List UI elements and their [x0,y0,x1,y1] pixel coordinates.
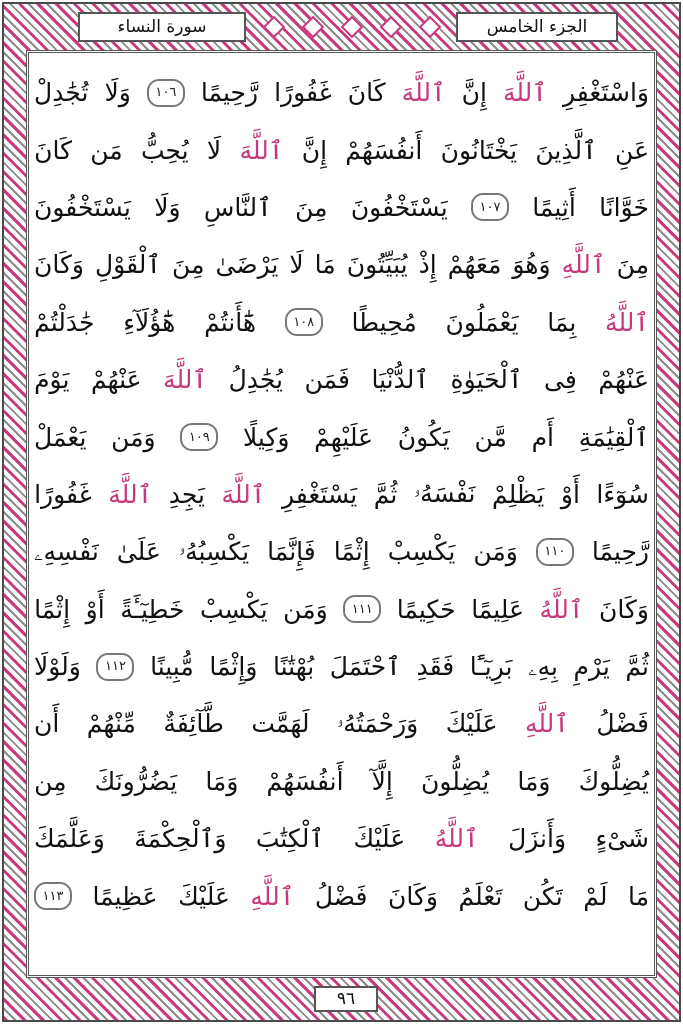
ayah-marker: ١١٣ [34,882,72,910]
word: إِثْمًا [34,594,71,624]
word: ثُمَّ [373,479,398,509]
word: لَمْ [583,881,608,911]
word: وَهُوَ [512,250,551,280]
word: يَجِدِ [168,479,205,509]
page-number: ٩٦ [314,986,378,1012]
word: يَسْتَغْفِرِ [281,479,358,509]
ayah-marker: ١١١ [343,595,381,623]
word: ٱلْحَيَوٰةِ [450,365,523,395]
text-line [34,294,649,351]
word: يَسْتَخْفُونَ [350,192,448,222]
word: يَسْتَخْفُونَ [34,192,131,222]
ayah-marker: ١٠٧ [471,193,509,221]
text-line [34,523,649,580]
word: كَانَ [34,135,72,165]
word: ٱللَّهَ [108,479,153,509]
word: ثُمَّ [625,652,649,682]
word: وَمَن [283,594,328,624]
text-line [34,810,649,867]
word: عَظِيمًا [92,881,158,911]
text-line [34,121,649,178]
word: مَا [314,250,336,280]
text-line [34,867,649,924]
word: يَكُونُ [397,422,450,452]
word: ٱللَّهِ [561,250,606,280]
word: أَوْ [85,594,105,624]
word: عَلَيْكَ [445,709,498,739]
word: ٱللَّهَ [401,78,446,108]
word: مَعَهُمْ [447,250,502,280]
word: يَعْمَلُونَ [445,307,519,337]
word: بِمَا [547,307,577,337]
ayah-marker: ١١٢ [96,653,134,681]
word: فَإِنَّمَا [267,537,316,567]
word: ٱللَّهِ [250,881,295,911]
word: أَوْ [560,479,580,509]
word: تَعْلَمُ [458,881,503,911]
word: وَلَا [104,78,131,108]
word: لَا [206,135,222,165]
word: يَكْسِبُهُۥ [178,536,250,566]
word: وَعَلَّمَكَ [34,824,105,854]
word: إِنَّ [301,135,328,165]
word: مِّنْهُمْ [86,709,136,739]
word: إِلَّآ [371,766,393,796]
word: يَظْلِمْ [491,479,545,509]
word: مُحِيطًا [351,307,417,337]
word: وَمَن [111,422,156,452]
word: ٱلْقِيَٰمَةِ [578,422,649,452]
text-line [34,236,649,293]
word: هَٰٓأَنتُمْ [204,307,257,337]
word: وَأَنزَلَ [508,824,567,854]
word: بُهْتَٰنًا [273,652,315,682]
word: ٱللَّهُ [539,594,584,624]
ayah-marker: ١٠٩ [180,423,218,451]
word: ٱلَّذِينَ [535,135,597,165]
word: يَوْمَ [34,365,70,395]
word: رَّحِيمًا [591,537,649,567]
word: مِنَ [295,192,328,222]
word: ٱحْتَمَلَ [329,652,401,682]
text-line [34,408,649,465]
word: عَلَيْهِمْ [314,422,374,452]
word: بِهِۦ [528,651,558,681]
word: مُّبِينًا [150,652,194,682]
word: ٱللَّهَ [503,78,547,108]
word: خَوَّانًا [599,192,649,222]
word: تَكُن [522,881,563,911]
word: أَنفُسَهُمْ [345,135,423,165]
word: وَمَا [517,766,551,796]
word: عَلَيْكَ [353,824,406,854]
word: وَكَانَ [599,594,649,624]
text-line [34,638,649,695]
word: ٱلدُّنْيَا [371,365,430,395]
word: بَرِيٓـًٔا [469,652,513,682]
word: وَكَانَ [387,881,438,911]
word: وَلَا [154,192,181,222]
word: عَنْهُمْ [598,365,649,395]
word: مِنَ [172,250,205,280]
word: مَّن [474,422,507,452]
word: وَٱلْحِكْمَةَ [134,824,227,854]
word: يَكْسِبْ [387,537,456,567]
word: فَضْلُ [596,709,649,739]
header-ornament [254,14,450,40]
text-line [34,581,649,638]
word: ٱللَّهَ [239,135,284,165]
word: كَانَ [347,78,386,108]
ayah-marker: ١٠٨ [285,308,323,336]
word: فِى [544,365,577,395]
text-line [34,179,649,236]
quran-text-block [34,64,649,925]
word: نَفْسَهُۥ [413,479,476,509]
text-line [34,64,649,121]
word: مِن [34,766,67,796]
ayah-marker: ١١٠ [536,538,574,566]
word: يَرْضَىٰ [215,250,279,280]
word: ٱللَّهُ [605,307,649,337]
word: نَفْسِهِۦ [34,536,99,566]
word: أَم [531,422,554,452]
word: يُجَٰدِلُ [228,365,283,395]
word: غَفُورًا [274,78,332,108]
word: يَرْمِ [573,652,610,682]
word: ٱللَّهِ [525,709,569,739]
word: أَن [34,709,60,739]
word: يُبَيِّتُونَ [346,250,408,280]
word: عَلِيمًا [471,594,524,624]
word: فَضْلُ [314,881,368,911]
word: ٱلْكِتَٰبَ [255,824,324,854]
word: سُوٓءًا [596,479,649,509]
text-line [34,351,649,408]
word: ٱللَّهَ [163,365,208,395]
word: أَثِيمًا [532,192,576,222]
word: وَكِيلًا [243,422,290,452]
word: أَنفُسَهُمْ [266,766,344,796]
word: إِنَّ [461,78,487,108]
word: مِنَ [616,250,649,280]
word: مَن [90,135,123,165]
word: يَضُرُّونَكَ [94,766,178,796]
word: لَهَمَّت [251,709,310,739]
word: إِثْمًا [333,537,370,567]
word: وَإِثْمًا [209,652,258,682]
word: رَّحِيمًا [200,78,259,108]
word: يُحِبُّ [140,135,189,165]
word: يُضِلُّونَ [421,766,490,796]
word: عَنِ [615,135,649,165]
word: ٱللَّهُ [434,824,479,854]
word: مَا [627,881,649,911]
surah-title: سورة النساء [78,12,246,42]
word: وَكَانَ [34,250,84,280]
word: جَٰدَلْتُمْ [34,307,95,337]
word: فَمَن [304,365,350,395]
word: وَرَحْمَتُهُۥ [336,708,419,738]
word: عَلَىٰ [116,537,161,567]
word: تُجَٰدِلْ [34,78,89,108]
word: هَٰٓؤُلَآءِ [123,307,176,337]
text-line [34,695,649,752]
word: وَمَن [473,537,518,567]
word: فَقَدِ [416,652,455,682]
word: عَنْهُمْ [90,365,142,395]
word: طَّآئِفَةٌ [163,709,224,739]
word: شَىْءٍ [595,824,649,854]
ayah-marker: ١٠٦ [147,79,185,107]
text-line [34,753,649,810]
word: وَمَا [205,766,239,796]
word: يَخْتَانُونَ [440,135,518,165]
word: ٱلْقَوْلِ [95,250,162,280]
word: غَفُورًا [34,479,92,509]
word: وَاسْتَغْفِرِ [562,78,649,108]
word: يُضِلُّوكَ [578,766,649,796]
word: عَلَيْكَ [178,881,230,911]
word: وَلَوْلَا [34,652,81,682]
word: يَعْمَلْ [34,422,87,452]
word: ٱللَّهَ [221,479,266,509]
word: حَكِيمًا [396,594,456,624]
word: إِذْ [418,250,437,280]
word: خَطِيٓـَٔةً [120,594,185,624]
juz-title: الجزء الخامس [456,12,618,42]
word: لَا [289,250,304,280]
text-line [34,466,649,523]
word: يَكْسِبْ [200,594,268,624]
word: ٱلنَّاسِ [203,192,272,222]
